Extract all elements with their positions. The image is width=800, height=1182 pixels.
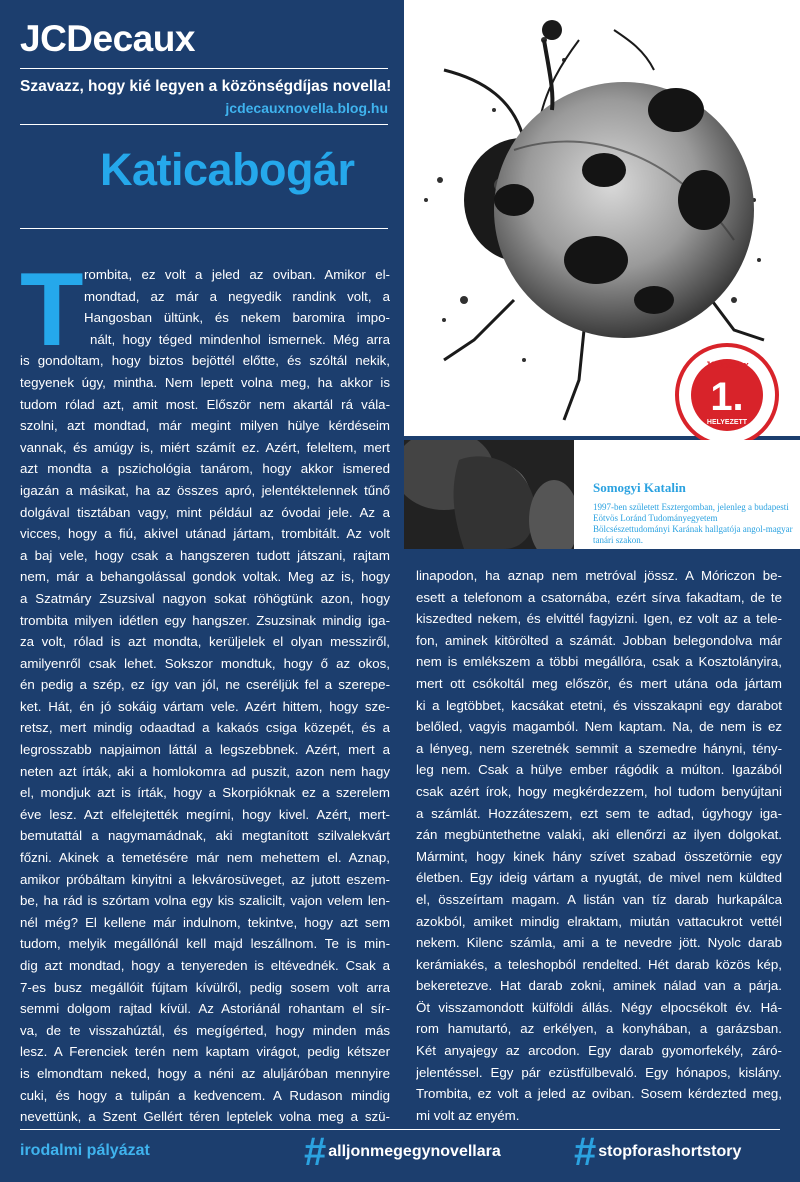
hashtag-icon: #	[304, 1130, 327, 1174]
vote-tagline: Szavazz, hogy kié legyen a közönségdíjas novella!	[20, 78, 392, 95]
story-line: csak azért írok, hogy megkérdezzem, hol tudom benyújtani	[416, 783, 782, 799]
story-line: retsz, mert mindig odaadtad a kakaós csiga közepét, és a	[20, 720, 390, 736]
author-bio: 1997-ben született Esztergomban, jelenleg a budapesti Eötvös Loránd Tudományegyetem Bölcsészettudományi Karának hallgatója angol-magyar tanári szakon.	[593, 502, 793, 545]
story-line: tudom rólad azt, amit most. Először nem akartál rá vála-	[20, 396, 390, 412]
story-line: amikor próbáltam kinyitni a lekvárosüveget, az jutott eszem-	[20, 871, 390, 887]
story-line: ki a legtöbbet, kacsákat etetni, és visszakapni egy darabot	[416, 697, 782, 713]
story-line: kiszedted nekem, és elvittél fagyizni. Igen, ez volt az a tele-	[416, 611, 782, 627]
story-line: va, de te visszahúztál, és megígérted, hogy minden más	[20, 1022, 390, 1038]
story-line: be, ha rád is szórtam volna egy kis szalicilt, vajon velem len-	[20, 893, 390, 909]
story-line: mondtad, az már a negyedik randink volt, a	[84, 288, 390, 304]
story-line: a Szatmáry Zsuzsival nagyon sokat röhögtünk azon, hogy	[20, 590, 390, 606]
story-line: semmi dolgom rajtad kívül. Az Astoriánál rohantam el sír-	[20, 1001, 390, 1017]
story-line: tegyenek úgy, mintha. Nem lepett volna meg, ha akkor is	[20, 374, 390, 390]
story-line: mert ott csókoltál meg először, és mert utána oda jártam	[416, 675, 782, 691]
story-line: Két anyajegy az arcodon. Egy darab gyomorfekély, záró-	[416, 1043, 782, 1059]
story-line: nél még? El kellene már indulnom, tekintve, hogy azt sem	[20, 914, 390, 930]
story-line: szolni, azt mondtad, már megint milyen hülye kérdéseim	[20, 418, 390, 434]
story-line: fon, aminek kitörölted a számát. Jobban belegondolva már	[416, 632, 782, 648]
badge-label: HELYEZETT	[706, 419, 748, 426]
story-line: nált, hogy téged mindenhol ismernek. Még arra	[90, 331, 390, 347]
story-column-1	[20, 264, 390, 1128]
story-line: nem, már a behangolással gondok voltak. Meg az is, hogy	[20, 569, 390, 585]
story-line: trombita milyen idétlen egy hangszer. Zsuzsinak mindig iga-	[20, 612, 390, 628]
story-line: esett a telefonom a csatornába, ezért sírva fakadtam, de te	[416, 589, 782, 605]
story-line: a számlát. Hozzáteszem, ezt sem te adtad, úgyhogy iga-	[416, 805, 782, 821]
story-line: tudom, melyik megállónál kell majd leszállnom. Te is min-	[20, 936, 390, 952]
story-line: főzni. Akinek a temetésére már nem mehettem el. Aznap,	[20, 850, 390, 866]
story-line: linapodon, ha aznap nem metróval jössz. A Móriczon be-	[416, 568, 782, 583]
story-line: ket. Hát, én jó sokáig vártam vele. Azért hittem, hogy sze-	[20, 698, 390, 714]
story-line: életben. Egy ideig vártam a nyugtát, de mivel nem küldted	[416, 870, 782, 886]
story-line: azt mondta a pszichológia tanárom, hogy akkor ismered	[20, 461, 390, 477]
story-line: dolgával tisztában vagy, mint például az óvodai jele. Az a	[20, 504, 390, 520]
story-line: amilyenről csak lehet. Sokszor mondtuk, hogy ő az okos,	[20, 655, 390, 671]
story-line: bekeretezve. Hat darab zokni, aminek nálad van a párja.	[416, 978, 782, 994]
footer-label: irodalmi pályázat	[20, 1142, 150, 1159]
story-line: Hangosban ültünk, és nekem baromira impo-	[84, 310, 390, 326]
story-line: belőled, vagyis magamból. Nem kaptam. Na, de nem is ez	[416, 719, 782, 735]
title-divider	[20, 228, 388, 229]
story-line: nekem. Kilenc számla, ami a te nevedre jött. Nyolc darab	[416, 935, 782, 951]
story-line: Mármint, hogy kinek hány szívet szabad összetörnie egy	[416, 848, 782, 864]
story-dropcap: T	[20, 252, 84, 368]
story-line: én pedig a szép, ez így van jól, ne cseréljük fel a szerepe-	[20, 677, 390, 693]
story-line: zán megbüntethetne valaki, aki ellenőrzi az ilyen dolgokat.	[416, 827, 782, 843]
story-line: kerámiakés, a teleshopból rendelted. Hét darab közös kép,	[416, 956, 782, 972]
header-divider-bottom	[20, 124, 388, 125]
story-line: vannak, és amúgy is, miért számít ez. Azért, feleltem, mert	[20, 439, 390, 455]
story-line: el, mondjuk azt is írták, hogy a Skorpióknak ez a szerelem	[20, 785, 390, 801]
badge-place: 1.	[710, 375, 744, 419]
story-line: za volt, rólad is azt mondta, kerüljelek el olyan messziről,	[20, 634, 390, 650]
story-line: éve lesz. Azt elfelejtették megírni, hogy kivel. Azért, mert-	[20, 806, 390, 822]
story-title: Katicabogár	[100, 144, 355, 195]
blog-link[interactable]: jcdecauxnovella.blog.hu	[225, 100, 388, 116]
story-line: rom hamutartó, az erkélyen, a konyhában, a garázsban.	[416, 1021, 782, 1037]
story-line: lesz. A Ferenciek terén nem kaptam virágot, pedig kétszer	[20, 1044, 390, 1060]
author-photo	[404, 440, 574, 549]
story-line: is gondoltam, hogy biztos bejöttél előtte, és szóltál nekik,	[20, 353, 390, 369]
story-line: Trombita, ez volt a jeled az oviban. Sosem kérdezted meg,	[416, 1086, 782, 1102]
story-line: leg nem. Csak a hülye ember rágódik a múlton. Igazából	[416, 762, 782, 778]
story-line: neten azt írták, aki a homlokomra ad puszit, azon nem hagy	[20, 763, 390, 779]
hashtag-icon: #	[574, 1130, 597, 1174]
story-line: cuki, és hogy a tulipán a kedvencem. A Rudason mindig	[20, 1087, 390, 1103]
hashtag-text: stopforashortstory	[598, 1143, 742, 1160]
story-line: legrosszabb napjaimon láttál a legszebbnek. Azért, mert a	[20, 742, 390, 758]
story-line: el, összeírtam magam. A listán van tíz darab hurkapálca	[416, 891, 782, 907]
header-divider-top	[20, 68, 388, 69]
story-line: jelentéssel. Egy pár ezüstfülbevaló. Egy hónapos, kislány.	[416, 1064, 782, 1080]
story-line: rombita, ez volt a jeled az oviban. Amikor el-	[84, 267, 390, 282]
story-line: mi volt az enyém.	[416, 1107, 520, 1123]
award-badge	[672, 340, 782, 450]
badge-brand: JCDecaux	[705, 360, 749, 370]
footer-divider	[20, 1129, 780, 1130]
hashtag-stopforashortstory[interactable]	[574, 1132, 741, 1172]
story-line: a lényeg, nem szeretnék semmit a szemedre hányni, tény-	[416, 740, 782, 756]
story-line: nevettünk, a Szent Gellért téren leptelek volna meg a szü-	[20, 1109, 390, 1125]
story-line: dig azt mondtad, hogy a tenyereden is eltévednék. Csak a	[20, 958, 390, 973]
story-line: bemutattál a nagymamádnak, aki megtanított szilvalekvárt	[20, 828, 390, 844]
story-line: azokból, amiket mindig elraktam, miután vattacukrot vettél	[416, 913, 782, 929]
story-line: igazán a másikat, ha az összes apró, jelentéktelennek tűnő	[20, 482, 390, 498]
story-line: is elmondtam neked, hogy a néni az aluljáróban mennyire	[20, 1065, 390, 1081]
story-line: Öt visszamondott külföldi állás. Négy elpocsékolt év. Há-	[416, 999, 782, 1015]
author-portrait	[404, 440, 574, 549]
jcdecaux-logo: JCDecaux	[20, 18, 195, 59]
story-line: 7-es busz megállóit fújtam kívülről, pedig sosem volt arra	[20, 979, 390, 995]
story-column-2	[416, 565, 782, 1126]
story-line: a baj vele, hogy csak a hangszeren tudott játszani, rajtam	[20, 547, 390, 563]
author-name: Somogyi Katalin	[593, 480, 686, 495]
story-line: vicces, hogy a fiú, akivel utánad jártam, trombitált. Az volt	[20, 526, 390, 542]
story-line: nem is emlékszem a többi megállóra, csak a Kosztolányira,	[416, 654, 782, 670]
hashtag-text: alljonmegegynovellara	[328, 1143, 501, 1160]
hashtag-alljonmeg[interactable]	[304, 1132, 501, 1172]
